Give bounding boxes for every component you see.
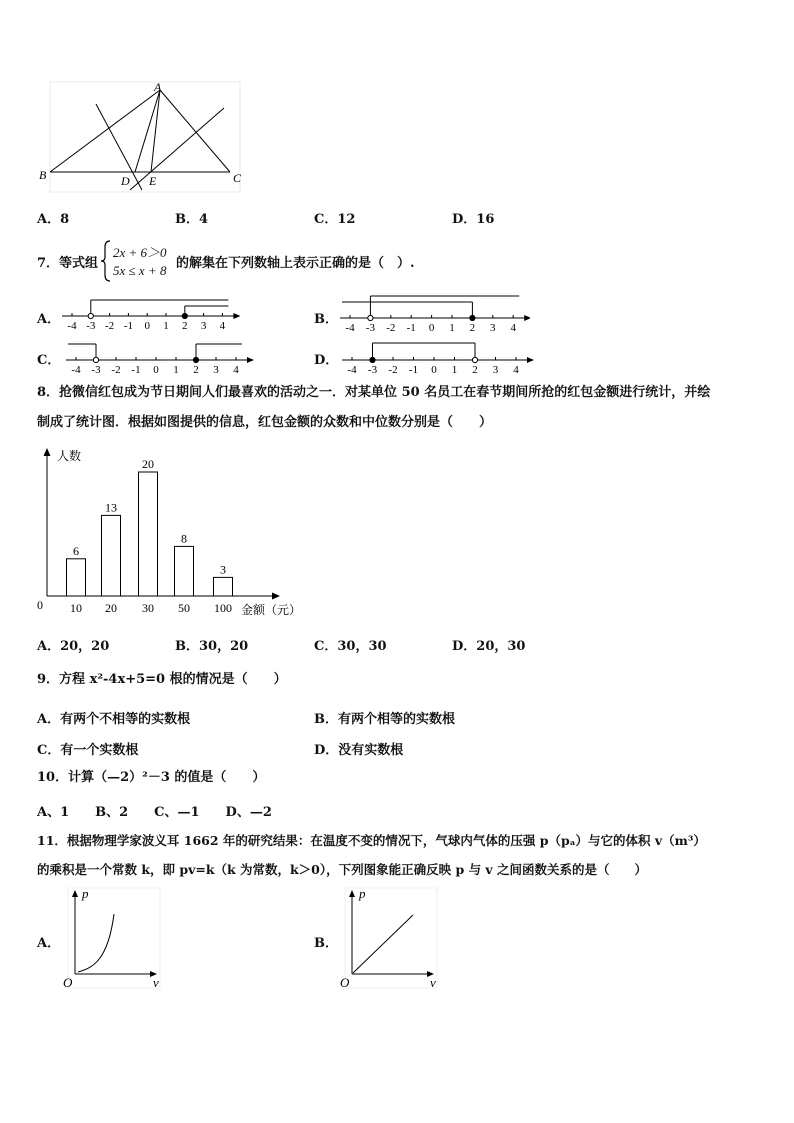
tick-label: -3 xyxy=(365,322,375,334)
origin-label: O xyxy=(340,975,350,990)
tick-label: 1 xyxy=(449,322,455,334)
open-point-icon xyxy=(93,357,98,362)
tick-label: -2 xyxy=(388,364,398,376)
axis-arrow-icon xyxy=(524,315,530,321)
q7-option-d[interactable]: D． xyxy=(314,353,339,368)
bar xyxy=(67,559,86,596)
y-axis-label: 人数 xyxy=(57,449,82,463)
bar xyxy=(139,472,158,596)
tick-label: 3 xyxy=(490,322,496,334)
tick-label: -3 xyxy=(367,364,378,376)
tick-label: -3 xyxy=(91,364,101,376)
solid-point-icon xyxy=(182,313,187,318)
number-line-b xyxy=(335,292,530,336)
tick-label: 3 xyxy=(213,364,219,376)
label-E: E xyxy=(149,174,157,188)
q11-stem-line2: 的乘积是一个常数 k，即 pv=k（k 为常数，k＞0），下列图象能正确反映 p 与 v 之间函数关系的是（ ） xyxy=(37,862,648,877)
graph-a xyxy=(58,886,168,992)
axis-arrow-icon xyxy=(233,313,240,319)
q7-ineq2: 5x ≤ x + 8 xyxy=(113,263,167,278)
label-A: A xyxy=(154,80,162,94)
q9-option-c[interactable]: C．有一个实数根 xyxy=(37,743,139,758)
tick-label: -1 xyxy=(131,364,141,376)
tick-label: -3 xyxy=(86,320,96,332)
q7-suffix: 的解集在下列数轴上表示正确的是（ ）. xyxy=(176,256,415,271)
bar xyxy=(175,546,194,596)
q8-stem-line1: 8．抢微信红包成为节日期间人们最喜欢的活动之一．对某单位 50 名员工在春节期间所抢的红包金额进行统计，并绘 xyxy=(37,385,711,400)
q6-option-a[interactable]: A．8 xyxy=(37,212,70,227)
category-label: 100 xyxy=(214,601,232,615)
tick-label: -2 xyxy=(386,322,396,334)
number-line-d xyxy=(335,338,535,378)
y-axis-arrow-icon xyxy=(44,448,51,456)
q8-option-b[interactable]: B．30，20 xyxy=(175,639,249,654)
graph-b xyxy=(335,886,445,992)
tick-label: 2 xyxy=(193,364,199,376)
label-D: D xyxy=(121,174,130,188)
q11-option-b[interactable]: B． xyxy=(314,936,338,951)
tick-label: 0 xyxy=(144,320,150,332)
tick-label: 0 xyxy=(428,322,435,334)
tick-label: 1 xyxy=(173,364,179,376)
axis-arrow-icon xyxy=(247,357,254,363)
tick-label: -2 xyxy=(111,364,121,376)
triangle-figure xyxy=(30,78,250,196)
x-axis-arrow-icon xyxy=(272,593,280,600)
q10-stem: 10．计算（—2）²－3 的值是（ ） xyxy=(37,770,266,785)
q8-option-a[interactable]: A．20，20 xyxy=(37,639,110,654)
tick-label: -2 xyxy=(105,320,115,332)
label-C: C xyxy=(233,171,242,185)
q6-option-d[interactable]: D．16 xyxy=(452,212,495,227)
q7-prefix: 7．等式组 xyxy=(37,256,99,271)
open-point-icon xyxy=(368,315,373,320)
data-label: 8 xyxy=(181,531,187,546)
q8-stem-line2: 制成了统计图．根据如图提供的信息，红包金额的众数和中位数分别是（ ） xyxy=(37,415,493,430)
category-label: 10 xyxy=(70,601,82,615)
number-line-c xyxy=(58,338,258,378)
origin-label: 0 xyxy=(37,598,43,612)
q7-option-b[interactable]: B． xyxy=(314,312,338,327)
tick-label: -4 xyxy=(347,364,357,376)
q6-option-b[interactable]: B．4 xyxy=(175,212,209,227)
q9-option-a[interactable]: A．有两个不相等的实数根 xyxy=(37,712,191,727)
tick-label: 3 xyxy=(200,320,207,332)
data-label: 20 xyxy=(142,457,154,471)
v-axis-label: v xyxy=(153,975,159,990)
q11-stem-line1: 11．根据物理学家波义耳 1662 年的研究结果：在温度不变的情况下，气球内气体的压强 p（pₐ）与它的体积 v（m³） xyxy=(37,833,706,848)
q10-options[interactable]: A、1 B、2 C、—1 D、—2 xyxy=(37,805,272,820)
open-point-icon xyxy=(472,357,477,362)
tick-label: 2 xyxy=(472,364,478,376)
q9-option-b[interactable]: B．有两个相等的实数根 xyxy=(314,712,455,727)
number-line-a xyxy=(58,296,248,336)
q9-stem: 9．方程 x²-4x+5=0 根的情况是（ ） xyxy=(37,672,287,687)
tick-label: 4 xyxy=(513,364,519,376)
tick-label: 3 xyxy=(492,364,499,376)
q8-option-c[interactable]: C．30，30 xyxy=(314,639,387,654)
q7-option-a[interactable]: A． xyxy=(37,312,61,327)
q7-option-c[interactable]: C． xyxy=(37,353,61,368)
solid-point-icon xyxy=(470,315,475,320)
open-point-icon xyxy=(88,313,93,318)
tick-label: 4 xyxy=(219,320,226,332)
solid-point-icon xyxy=(193,357,198,362)
q8-option-d[interactable]: D．20，30 xyxy=(452,639,526,654)
q7-ineq1: 2x + 6＞0 xyxy=(113,245,167,260)
tick-label: 2 xyxy=(469,322,476,334)
brace-icon xyxy=(100,239,112,283)
tick-label: -4 xyxy=(345,322,355,334)
bar xyxy=(214,577,233,596)
origin-label: O xyxy=(63,975,73,990)
category-label: 50 xyxy=(178,601,190,615)
tick-label: 4 xyxy=(510,322,516,334)
category-label: 20 xyxy=(105,601,117,615)
v-axis-label: v xyxy=(430,975,436,990)
tick-label: -1 xyxy=(123,320,133,332)
q9-option-d[interactable]: D．没有实数根 xyxy=(314,743,404,758)
tick-label: 1 xyxy=(163,320,169,332)
tick-label: 0 xyxy=(153,364,159,376)
x-axis-label: 金额（元） xyxy=(241,603,302,617)
bar-chart xyxy=(30,446,315,621)
bar xyxy=(102,515,121,596)
solid-point-icon xyxy=(370,357,375,362)
tick-label: 4 xyxy=(233,364,239,376)
p-axis-label: p xyxy=(82,886,89,901)
data-label: 6 xyxy=(73,543,79,558)
tick-label: -1 xyxy=(408,364,419,376)
data-label: 13 xyxy=(105,500,117,515)
data-label: 3 xyxy=(220,562,226,577)
tick-label: 0 xyxy=(431,364,437,376)
tick-label: 1 xyxy=(451,364,458,376)
q6-option-c[interactable]: C．12 xyxy=(314,212,356,227)
label-B: B xyxy=(39,168,47,182)
tick-label: -1 xyxy=(406,322,416,334)
p-axis-label: p xyxy=(359,886,366,901)
tick-label: 2 xyxy=(182,320,188,332)
category-label: 30 xyxy=(142,601,154,615)
tick-label: -4 xyxy=(71,364,81,376)
tick-label: -4 xyxy=(67,320,77,332)
q11-option-a[interactable]: A． xyxy=(37,936,61,951)
axis-arrow-icon xyxy=(527,357,534,363)
